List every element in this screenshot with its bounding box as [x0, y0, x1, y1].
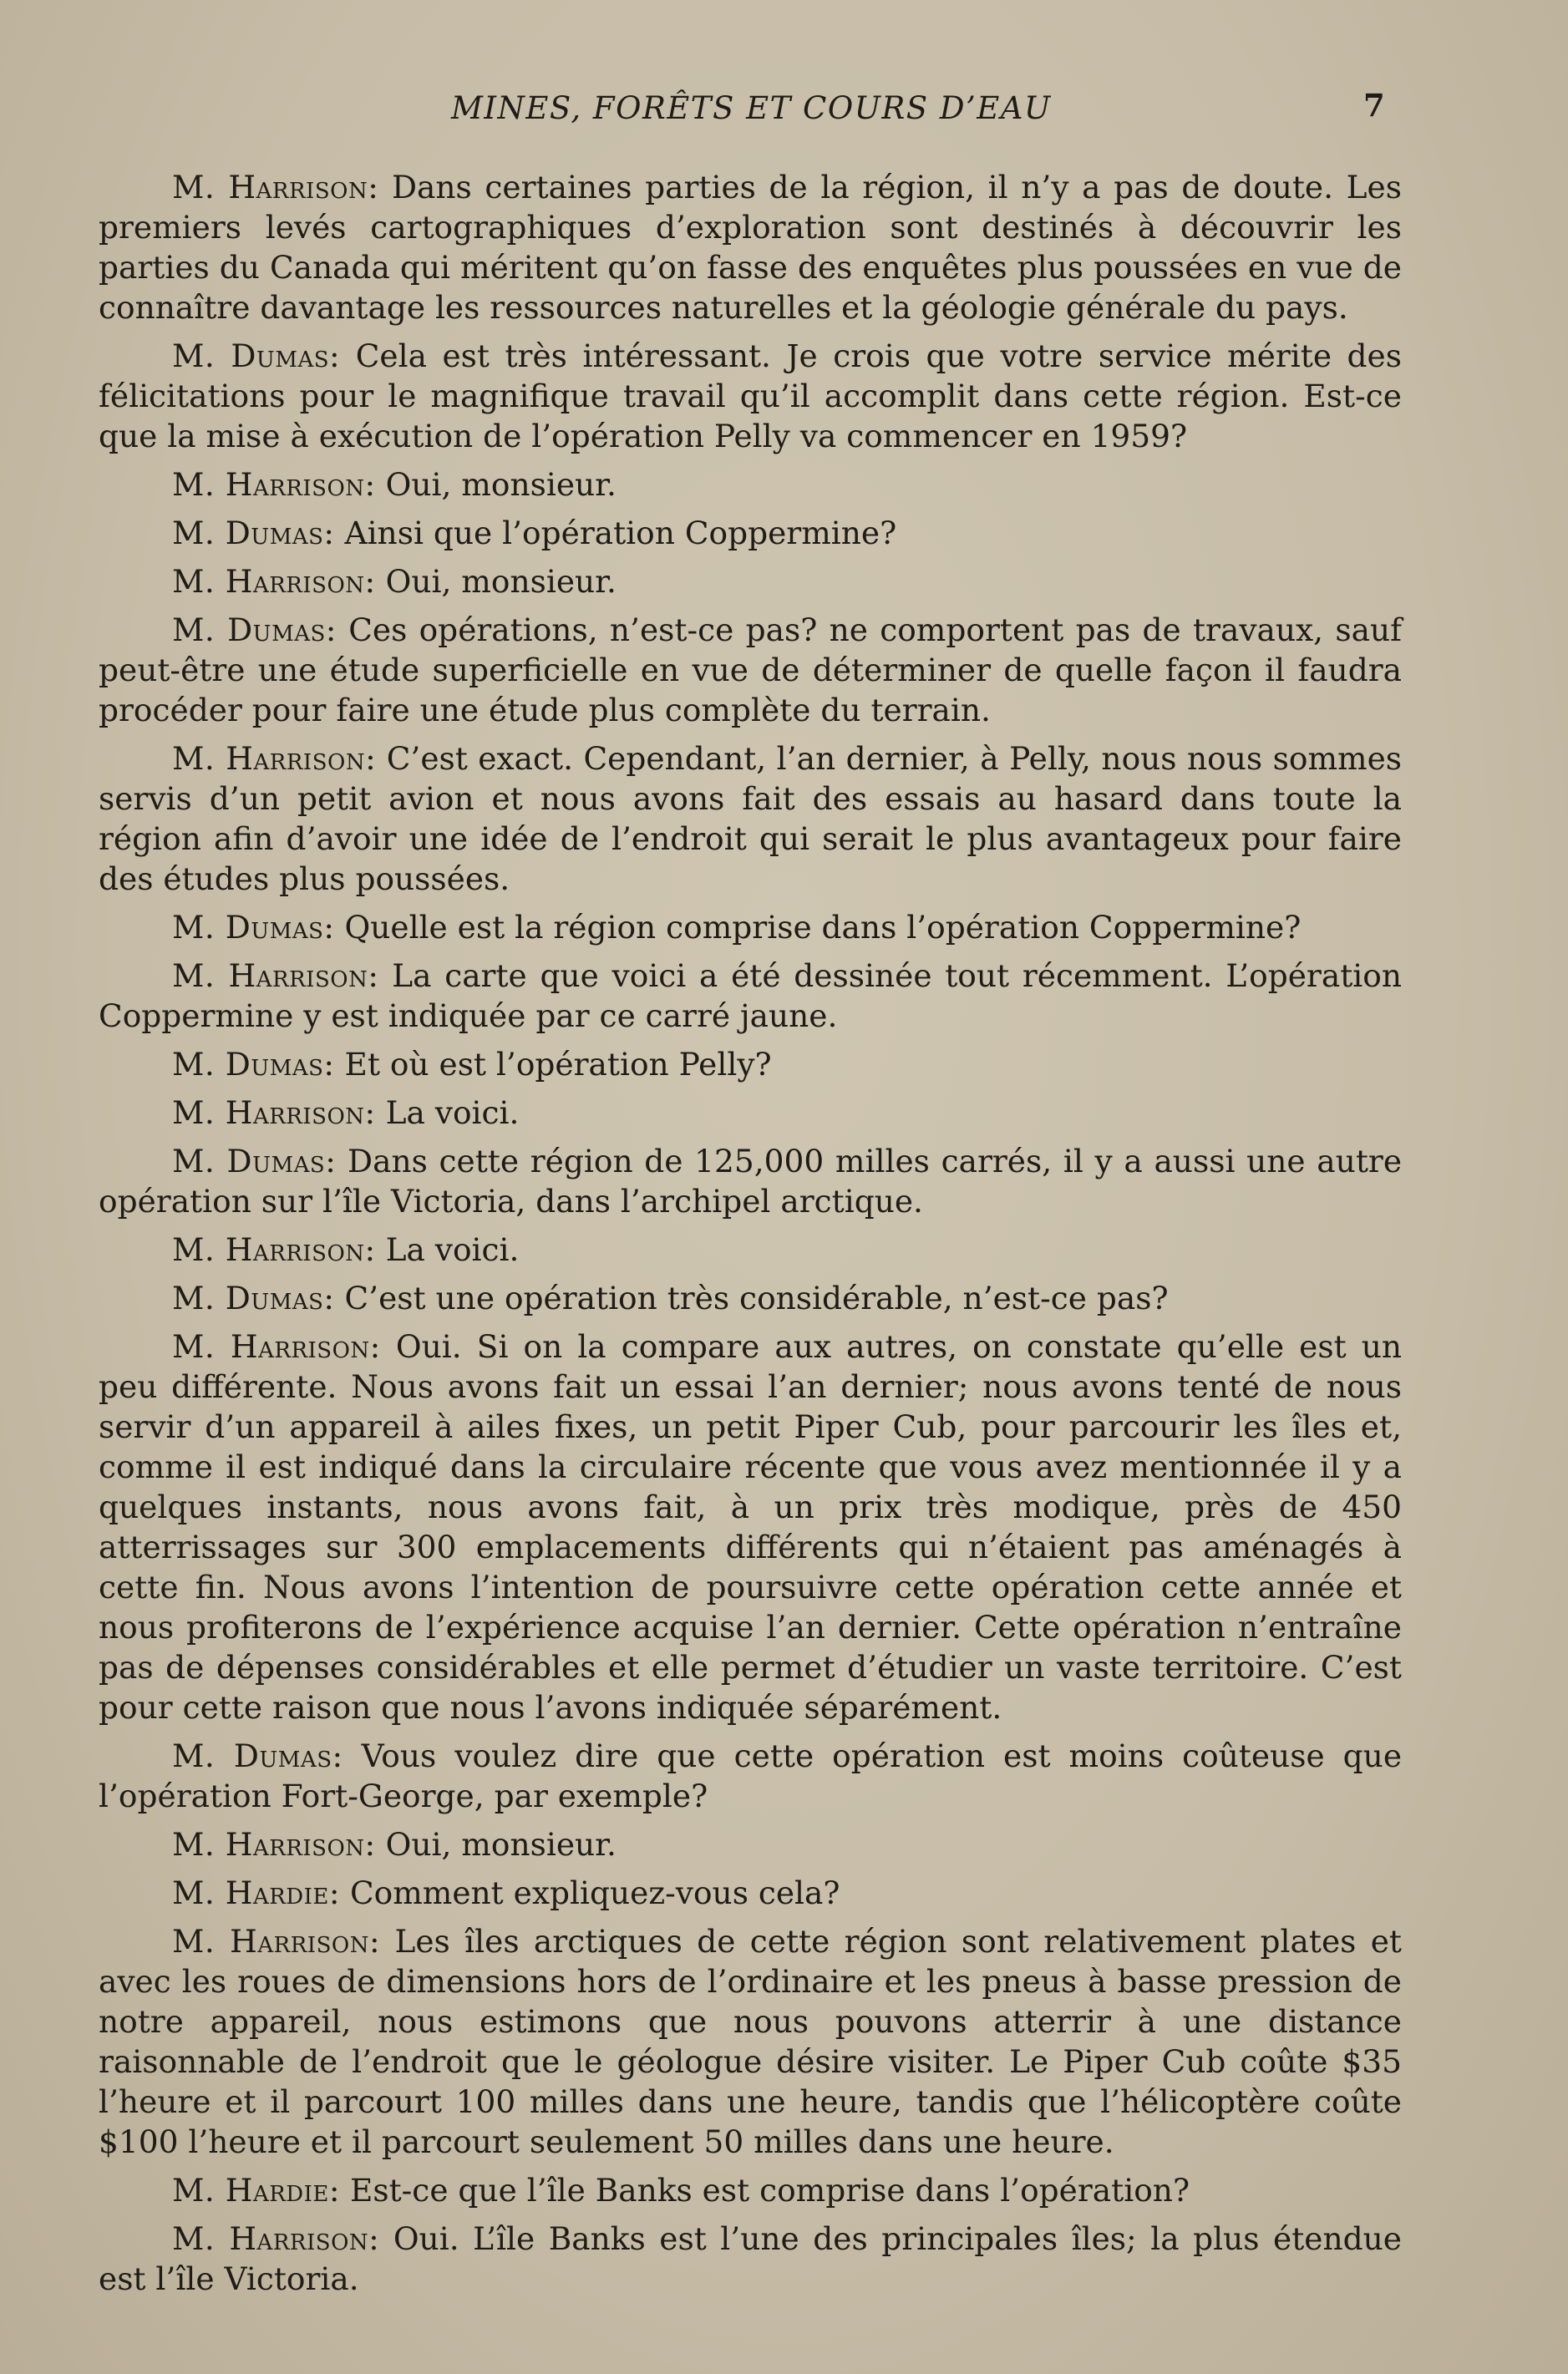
speech-text: Oui. L’île Banks est l’une des principales îles; la plus étendue est l’île Victoria. [99, 2220, 1402, 2297]
dialogue-paragraph [99, 1873, 1402, 1913]
speaker-name: M. Harrison: [172, 1328, 381, 1365]
speaker-name: M. Harrison: [172, 2220, 380, 2257]
dialogue-paragraph [99, 336, 1402, 456]
running-title: MINES, FORÊTS ET COURS D’EAU [451, 90, 1052, 126]
speech-text: Comment expliquez-vous cela? [349, 1874, 840, 1911]
speech-text: Dans cette région de 125,000 milles carrés, il y a aussi une autre opération sur l’île Victoria, dans l’archipel arctique. [99, 1143, 1403, 1220]
speech-text: Oui, monsieur. [385, 563, 617, 600]
dialogue-paragraph [99, 610, 1402, 730]
speech-text: Les îles arctiques de cette région sont relativement plates et avec les roues de dimensions hors de l’ordinaire et les pneus à basse pression de notre appareil, nous estimons que nous pouvons atterrir à une distance raisonnable de l’endroit que le géologue désire visiter. Le Piper Cub coûte $35 l’heure et il parcourt 100 milles dans une heure, tandis que l’hélicoptère coûte $100 l’heure et il parcourt seulement 50 milles dans une heure. [99, 1923, 1402, 2160]
dialogue-paragraph [99, 2219, 1402, 2299]
page-header [0, 87, 1568, 140]
dialogue-paragraph [99, 907, 1402, 947]
speaker-name: M. Dumas: [172, 1143, 337, 1179]
speech-text: Quelle est la région comprise dans l’opération Coppermine? [344, 909, 1302, 946]
speaker-name: M. Dumas: [172, 909, 335, 946]
speaker-name: M. Harrison: [172, 1923, 381, 1960]
dialogue-paragraph [99, 738, 1402, 899]
page-number: 7 [1363, 87, 1385, 124]
dialogue-paragraph [99, 464, 1402, 505]
dialogue-paragraph [99, 513, 1402, 553]
dialogue-paragraph [99, 1141, 1402, 1221]
speaker-name: M. Dumas: [172, 1046, 335, 1083]
transcript-body [99, 167, 1402, 2307]
dialogue-paragraph [99, 1326, 1402, 1727]
speech-text: C’est une opération très considérable, n’est-ce pas? [344, 1280, 1169, 1316]
dialogue-paragraph [99, 2170, 1402, 2210]
dialogue-paragraph [99, 1093, 1402, 1133]
speech-text: Dans certaines parties de la région, il n’y a pas de doute. Les premiers levés cartographiques d’exploration sont destinés à découvrir les parties du Canada qui méritent qu’on fasse des enquêtes plus poussées en vue de connaître davantage les ressources naturelles et la géologie générale du pays. [99, 169, 1402, 326]
speaker-name: M. Harrison: [172, 957, 379, 994]
speaker-name: M. Dumas: [172, 611, 337, 648]
speaker-name: M. Dumas: [172, 1280, 335, 1316]
dialogue-paragraph [99, 1230, 1402, 1270]
speech-text: La carte que voici a été dessinée tout récemment. L’opération Coppermine y est indiquée par ce carré jaune. [99, 957, 1403, 1034]
speech-text: Ces opérations, n’est-ce pas? ne comportent pas de travaux, sauf peut-être une étude superficielle en vue de déterminer de quelle façon il faudra procéder pour faire une étude plus complète du terrain. [99, 611, 1403, 728]
speaker-name: M. Harrison: [172, 740, 377, 777]
dialogue-paragraph [99, 956, 1402, 1036]
speech-text: C’est exact. Cependant, l’an dernier, à Pelly, nous nous sommes servis d’un petit avion et nous avons fait des essais au hasard dans toute la région afin d’avoir une idée de l’endroit qui serait le plus avantageux pour faire des études plus poussées. [99, 740, 1402, 897]
speech-text: La voici. [385, 1094, 520, 1131]
dialogue-paragraph [99, 561, 1402, 601]
speech-text: Oui. Si on la compare aux autres, on constate qu’elle est un peu différente. Nous avons fait un essai l’an dernier; nous avons tenté de nous servir d’un appareil à ailes fixes, un petit Piper Cub, pour parcourir les îles et, comme il est indiqué dans la circulaire récente que vous avez mentionnée il y a quelques instants, nous avons fait, à un prix très modique, près de 450 atterrissages sur 300 emplacements différents qui n’étaient pas aménagés à cette fin. Nous avons l’intention de poursuivre cette opération cette année et nous profiterons de l’expérience acquise l’an dernier. Cette opération n’entraîne pas de dépenses considérables et elle permet d’étudier un vaste territoire. C’est pour cette raison que nous l’avons indiquée séparément. [99, 1328, 1403, 1726]
speech-text: Cela est très intéressant. Je crois que votre service mérite des félicitations pour le magnifique travail qu’il accomplit dans cette région. Est-ce que la mise à exécution de l’opération Pelly va commencer en 1959? [99, 337, 1402, 454]
speaker-name: M. Dumas: [172, 1737, 343, 1774]
speaker-name: M. Harrison: [172, 563, 376, 600]
dialogue-paragraph [99, 1824, 1402, 1864]
dialogue-paragraph [99, 1921, 1402, 2162]
speech-text: Est-ce que l’île Banks est comprise dans l’opération? [349, 2172, 1190, 2209]
speaker-name: M. Harrison: [172, 1826, 376, 1863]
dialogue-paragraph [99, 1278, 1402, 1318]
speech-text: Oui, monsieur. [385, 466, 617, 503]
speaker-name: M. Harrison: [172, 169, 379, 205]
speaker-name: M. Harrison: [172, 466, 376, 503]
speaker-name: M. Harrison: [172, 1231, 376, 1268]
speech-text: Ainsi que l’opération Coppermine? [344, 515, 897, 551]
speech-text: Oui, monsieur. [385, 1826, 617, 1863]
speaker-name: M. Hardie: [172, 2172, 341, 2209]
speaker-name: M. Dumas: [172, 515, 335, 551]
speaker-name: M. Hardie: [172, 1874, 341, 1911]
dialogue-paragraph [99, 167, 1402, 327]
speech-text: Et où est l’opération Pelly? [344, 1046, 772, 1083]
dialogue-paragraph [99, 1736, 1402, 1816]
dialogue-paragraph [99, 1044, 1402, 1084]
speech-text: La voici. [385, 1231, 520, 1268]
speaker-name: M. Harrison: [172, 1094, 376, 1131]
speech-text: Vous voulez dire que cette opération est moins coûteuse que l’opération Fort-George, par exemple? [99, 1737, 1403, 1814]
speaker-name: M. Dumas: [172, 337, 341, 374]
